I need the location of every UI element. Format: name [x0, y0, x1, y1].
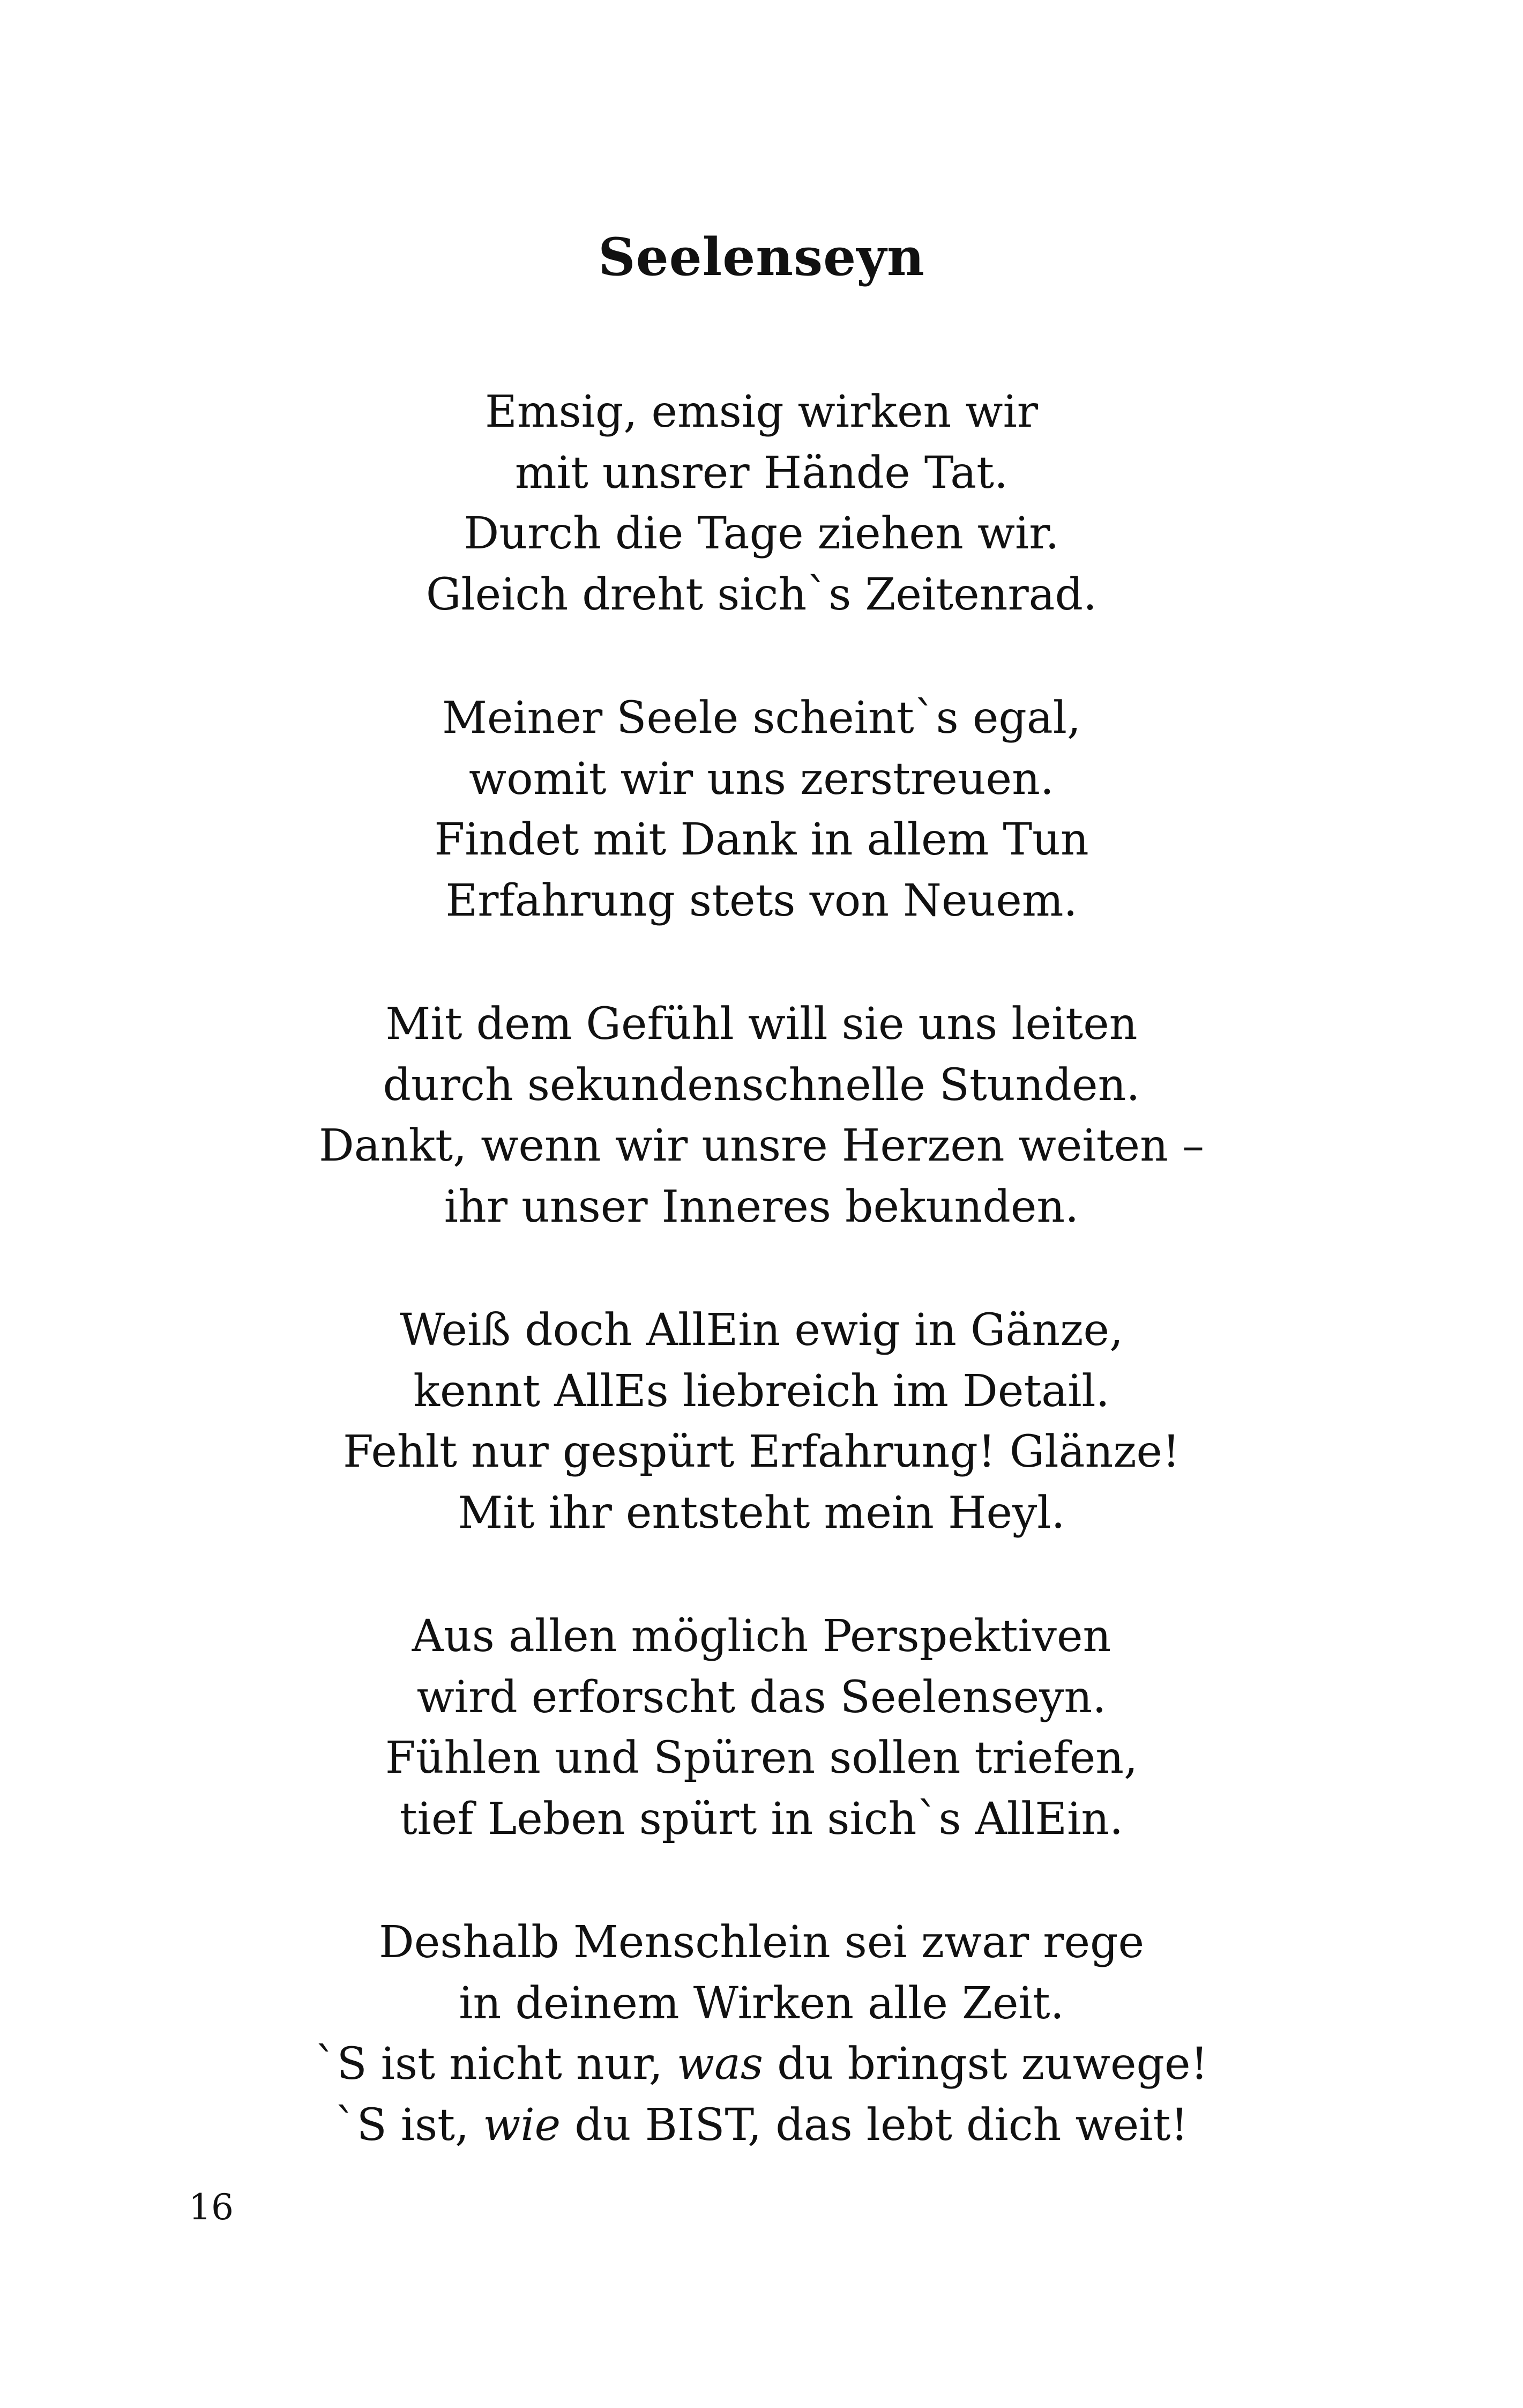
poem-line: Fehlt nur gespürt Erfahrung! Glänze! [342, 1426, 1181, 1477]
poem-line: Mit ihr entsteht mein Heyl. [458, 1487, 1065, 1539]
stanza-2 [0, 688, 1523, 931]
poem-line: wird erforscht das Seelenseyn. [416, 1671, 1107, 1723]
stanza-6 [0, 1912, 1523, 2156]
poem-title: Seelenseyn [598, 227, 925, 287]
poem-line: Durch die Tage ziehen wir. [464, 508, 1059, 559]
poem-line: durch sekundenschnelle Stunden. [383, 1059, 1140, 1111]
poem-line-emphasized [0, 2095, 1523, 2156]
poem-line: Findet mit Dank in allem Tun [434, 814, 1089, 865]
poem-line: womit wir uns zerstreuen. [469, 753, 1054, 805]
poem-line: ihr unser Inneres bekunden. [444, 1181, 1079, 1232]
poem-line: mit unsrer Hände Tat. [514, 447, 1009, 499]
poem-line: Emsig, emsig wirken wir [484, 387, 1038, 437]
poem-line: Fühlen und Spüren sollen triefen, [385, 1733, 1138, 1783]
stanza-3 [0, 994, 1523, 1237]
poem-line: Mit dem Gefühl will sie uns leiten [385, 999, 1138, 1050]
poem-line: Weiß doch AllEin ewig in Gänze, [399, 1305, 1124, 1356]
poem-line: Meiner Seele scheint`s egal, [442, 693, 1081, 744]
line-text: du bringst zuwege! [763, 2039, 1208, 2090]
poem-line: tief Leben spürt in sich`s AllEin. [399, 1793, 1124, 1845]
poem-line: Dankt, wenn wir unsre Herzen weiten – [319, 1120, 1204, 1171]
poem-line-emphasized [0, 2034, 1523, 2095]
poem-line: Deshalb Menschlein sei zwar rege [379, 1917, 1144, 1968]
line-text: du BIST, das lebt dich weit! [561, 2099, 1189, 2151]
poem-line: in deinem Wirken alle Zeit. [459, 1978, 1064, 2029]
line-text: `S ist, [334, 2099, 483, 2151]
stanza-1 [0, 382, 1523, 625]
emphasized-word: was [676, 2039, 764, 2090]
poem-line: kennt AllEs liebreich im Detail. [413, 1365, 1110, 1417]
stanza-4 [0, 1300, 1523, 1543]
stanza-5 [0, 1606, 1523, 1849]
poem-line: Erfahrung stets von Neuem. [445, 875, 1078, 926]
poem-body [0, 382, 1523, 2218]
page-number: 16 [189, 2187, 234, 2228]
poem-line: Aus allen möglich Perspektiven [412, 1611, 1111, 1662]
line-text: `S ist nicht nur, [315, 2039, 677, 2090]
poem-line: Gleich dreht sich`s Zeitenrad. [425, 569, 1098, 620]
emphasized-word: wie [483, 2099, 561, 2151]
